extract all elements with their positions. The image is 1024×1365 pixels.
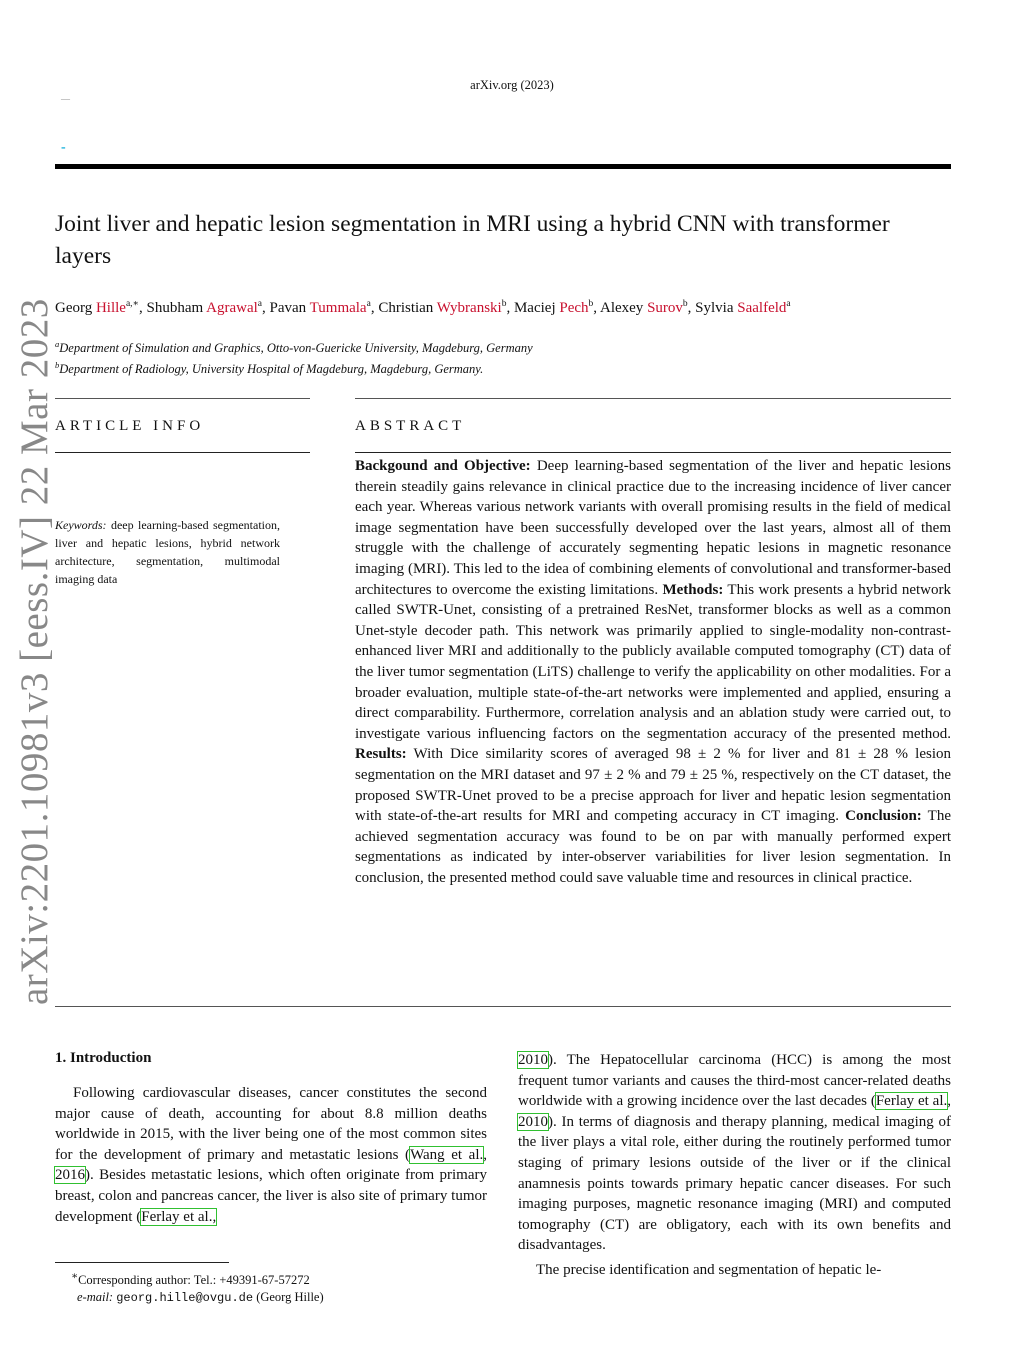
affiliations: [55, 336, 533, 378]
author-link[interactable]: Saalfeld: [737, 300, 787, 316]
author: Alexey Surov$^b$,: [599, 299, 696, 316]
footnote-contact: ∗Corresponding author: Tel.: +49391-67-57272: [71, 1271, 310, 1288]
intro-right-column: [518, 1050, 951, 1281]
header-rule: [55, 164, 951, 169]
results-text: With Dice similarity scores of averaged 98 ± 2 % for liver and 81 ± 28 % lesion segmentation on the MRI dataset and 97 ± 2 % and 79 ± 25 %, respectively on the CT dataset, the proposed SWTR-Unet proved to be a precise approach for liver and hepatic lesion segmentation with state-of-the-art results for MRI and competing accuracy in CT imaging.: [355, 746, 951, 825]
citation-link[interactable]: 2010: [518, 1113, 548, 1130]
citation-link[interactable]: 2010: [518, 1052, 548, 1068]
citation-link[interactable]: 2016: [55, 1167, 85, 1184]
affiliation-b: $^b$Department of Radiology, University Hospital of Magdeburg, Magdeburg, Germany.: [55, 360, 484, 377]
paragraph: The precise identification and segmentation of hepatic le-: [536, 1261, 882, 1278]
conclusion-label: Conclusion:: [845, 808, 922, 825]
keywords-text: deep learning-based segmentation, liver and hepatic lesions, hybrid network architecture, segmentation, multimodal imaging data: [55, 518, 280, 586]
footnote-rule: [55, 1262, 229, 1263]
author: Georg Hille$^{a,∗}$,: [55, 299, 147, 316]
paper-title: Joint liver and hepatic lesion segmentation in MRI using a hybrid CNN with transformer layers: [55, 211, 890, 269]
abstract-heading: ABSTRACT: [355, 418, 466, 434]
author: Sylvia Saalfeld$^a$: [695, 299, 791, 316]
info-top-rule: [55, 398, 310, 399]
affiliation-a: $^a$Department of Simulation and Graphics, Otto-von-Guericke University, Magdeburg, Germany: [55, 339, 533, 356]
author-link[interactable]: Surov: [647, 300, 683, 316]
author-link[interactable]: Wybranski: [436, 300, 502, 316]
citation-link[interactable]: Ferlay et al.: [875, 1093, 948, 1110]
arxiv-side-identifier: arXiv:2201.10981v3 [eess.IV] 22 Mar 2023: [13, 298, 56, 1005]
author-link[interactable]: Hille: [95, 300, 126, 316]
email-link[interactable]: georg.hille@ovgu.de: [116, 1291, 254, 1306]
conclusion-text: The achieved segmentation accuracy was found to be on par with manually performed expert segmentations as indicated by inter-observer variabilities for liver lesion segmentation. In conclusion, the presented method could save valuable time and resources in clinical practice.: [355, 808, 951, 886]
intro-left-column: Following cardiovascular diseases, cancer constitutes the second major cause of death, accounting for about 8.8 million deaths worldwide in 2015, with the liver being one of the most common sites for the development of primary and metastatic lesions (Wang et al., 2016). Besides metastatic lesions, which often originate from primary breast, colon and pancreas cancer, the liver is also site of primary tumor development (Ferlay et al.,: [55, 1085, 487, 1225]
section-heading: 1. Introduction: [55, 1050, 152, 1066]
citation-link[interactable]: Ferlay et al.,: [141, 1208, 217, 1225]
methods-text: This work presents a hybrid network called SWTR-Unet, consisting of a pretrained ResNet, transformer blocks as well as a common Unet-style decoder path. This network was primarily applied to single-modality non-contrast-enhanced liver MRI and additionally to the publicly available computed tomography (CT) data of the liver tumor segmentation (LiTS) challenge to verify the applicability on other modalities. For a broader evaluation, multiple state-of-the-art networks were implemented and applied, ensuring a direct comparability. Furthermore, correlation analysis and an ablation study were carried out, to investigate various influencing factors on the segmentation accuracy of the presented method.: [355, 581, 951, 742]
author: Pavan Tummala$^a$,: [269, 299, 379, 316]
footnote-email: e-mail: georg.hille@ovgu.de (Georg Hille): [77, 1290, 324, 1306]
background-text: Deep learning-based segmentation of the liver and hepatic lesions therein steadily gains relevance in clinical practice due to the increasing incidence of liver cancer each year. Whereas various network variants with overall promising results in the field of medical image segmentation have been successfully developed over the last years, almost all of them struggle with the challenge of accurately segmenting hepatic lesions in magnetic resonance imaging (MRI). This led to the idea of combining elements of convolutional and transformer-based architectures to overcome the existing limitations.: [355, 458, 951, 598]
author-link[interactable]: Agrawal: [206, 300, 258, 316]
author: Christian Wybranski$^b$,: [378, 299, 514, 316]
abstract-sub-rule: [355, 452, 951, 453]
author-list: [55, 298, 955, 317]
paragraph: 2010). The Hepatocellular carcinoma (HCC) is among the most frequent tumor variants and causes the third-most cancer-related deaths worldwide with a growing incidence over the last decades (Ferlay et al., 2010). In terms of diagnosis and therapy planning, medical imaging of the liver plays a vital role, either during the routinely performed tumor staging of primary lesions outside of the liver or if the clinical anamnesis points towards primary hepatic cancer diseases. For such imaging purposes, magnetic resonance imaging (MRI) and computed tomography (CT) are obligatory, each with its own benefits and disadvantages.: [518, 1052, 951, 1254]
info-sub-rule: [55, 452, 310, 453]
footnote: [55, 1268, 324, 1307]
background-label: Backgound and Objective:: [355, 458, 531, 474]
abstract-body: [355, 456, 951, 888]
author-link[interactable]: Tummala: [309, 300, 367, 316]
author: Maciej Pech$^b$,: [513, 299, 600, 316]
citation-link[interactable]: Wang et al.: [410, 1146, 484, 1163]
abstract-top-rule: [355, 398, 951, 399]
abstract-bottom-rule: [55, 1006, 951, 1007]
keywords: [55, 516, 280, 588]
journal-header: arXiv.org (2023): [470, 78, 554, 92]
results-label: Results:: [355, 746, 407, 763]
author-link[interactable]: Pech: [559, 300, 589, 316]
article-info-heading: ARTICLE INFO: [55, 418, 205, 434]
header-color-mark: -: [61, 140, 66, 155]
author: Shubham Agrawal$^a$,: [146, 299, 270, 316]
keywords-label: Keywords:: [55, 518, 107, 532]
methods-label: Methods:: [662, 581, 724, 598]
header-mark: —: [61, 94, 70, 104]
